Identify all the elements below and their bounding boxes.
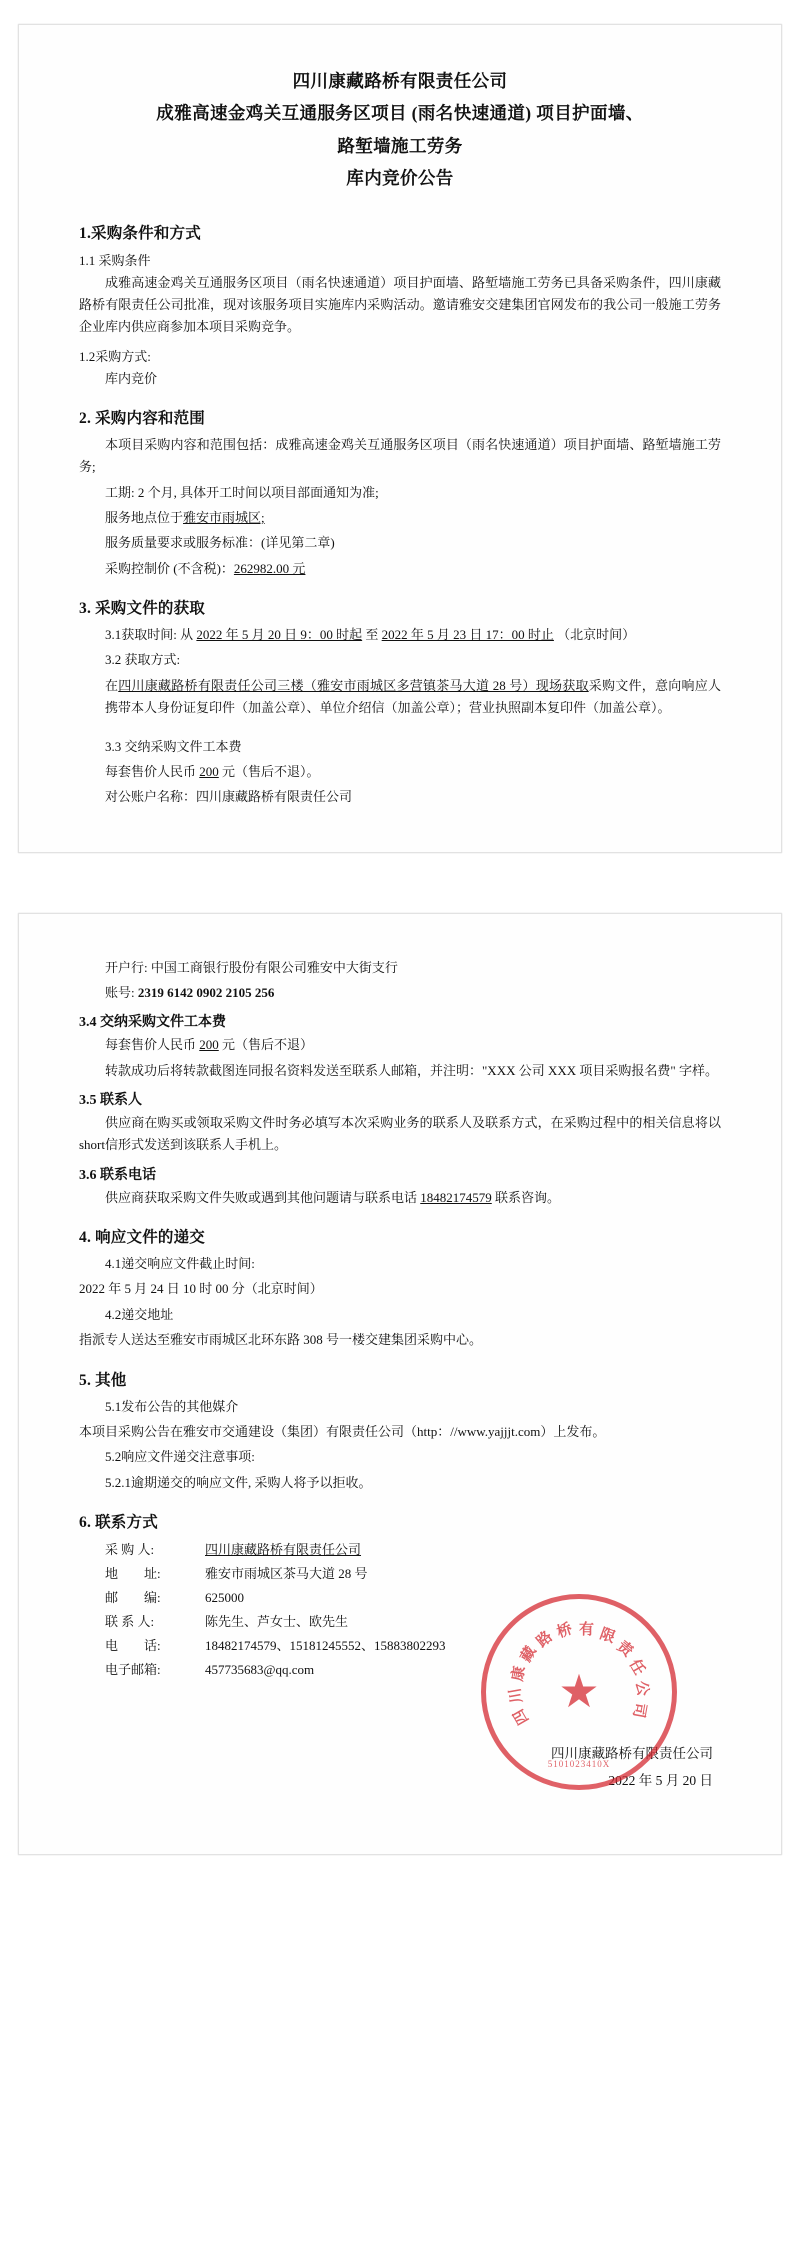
section-2-location-value: 雅安市雨城区; — [183, 510, 265, 526]
section-3-heading: 3. 采购文件的获取 — [79, 600, 206, 618]
section-3-6-heading: 3.6 联系电话 — [79, 1167, 156, 1183]
document-sheet-2 — [18, 913, 782, 1856]
contact-value-person: 陈先生、芦女士、欧先生 — [205, 1614, 349, 1630]
document-title — [79, 65, 721, 195]
section-3-6-suffix: 联系咨询。 — [495, 1189, 561, 1205]
section-3-2-text — [79, 675, 721, 720]
title-line-3: 路堑墙施工劳务 — [337, 135, 463, 156]
section-3-4-fee-suffix: 元（售后不退） — [222, 1037, 314, 1053]
section-4-heading: 4. 响应文件的递交 — [79, 1229, 206, 1247]
contact-value-phone: 18482174579、15181245552、15883802293 — [205, 1638, 446, 1654]
contact-label-postcode: 邮 编: — [105, 1590, 161, 1606]
signature-block — [79, 1740, 721, 1794]
section-5-2-heading: 5.2响应文件递交注意事项: — [105, 1449, 255, 1465]
section-1-2-text: 库内竞价 — [105, 370, 158, 386]
contact-value-purchaser: 四川康藏路桥有限责任公司 — [205, 1542, 362, 1557]
section-3-1-mid: 至 — [365, 627, 379, 643]
bank-line — [79, 957, 721, 979]
section-5-2-1-text: 5.2.1逾期递交的响应文件, 采购人将予以拒收。 — [105, 1474, 372, 1490]
section-6-heading: 6. 联系方式 — [79, 1514, 158, 1531]
document-sheet-1 — [18, 24, 782, 853]
section-1-2-heading: 1.2采购方式: — [79, 348, 151, 364]
contact-label-person: 联 系 人: — [105, 1614, 155, 1630]
title-line-1: 四川康藏路桥有限责任公司 — [292, 71, 508, 91]
section-2-quality: 服务质量要求或服务标准：(详见第二章) — [105, 535, 335, 551]
page-bottom-spacer — [0, 1855, 800, 1919]
section-3-4-account-label: 对公账户名称： — [105, 789, 197, 805]
section-3-3-suffix: 元（售后不退）。 — [222, 763, 320, 779]
contact-label-email: 电子邮箱: — [105, 1662, 161, 1678]
section-1-heading: 1.采购条件和方式 — [79, 224, 201, 242]
section-3-5-heading: 3.5 联系人 — [79, 1093, 142, 1109]
section-2-price-value: 262982.00 元 — [233, 560, 306, 576]
section-3-4-fee — [79, 1034, 721, 1056]
contact-row-address — [105, 1562, 721, 1586]
section-3-1-time — [79, 624, 721, 646]
bank-value: 中国工商银行股份有限公司雅安中大街支行 — [150, 959, 398, 975]
section-2-heading: 2. 采购内容和范围 — [79, 409, 206, 427]
section-3-3-text — [79, 761, 721, 783]
contact-row-person — [105, 1610, 721, 1634]
section-3-3-amount: 200 — [199, 763, 219, 779]
account-value: 2319 6142 0902 2105 256 — [137, 984, 275, 1000]
section-3-4-heading: 3.4 交纳采购文件工本费 — [79, 1015, 226, 1031]
contact-sep — [191, 1586, 205, 1610]
title-line-4: 库内竞价公告 — [346, 168, 454, 189]
section-3-6-text — [79, 1187, 721, 1209]
section-3-5-text: 供应商在购买或领取采购文件时务必填写本次采购业务的联系人及联系方式，在采购过程中的相关信息将以short信形式发送到该联系人手机上。 — [79, 1115, 721, 1153]
section-4-1-heading: 4.1递交响应文件截止时间: — [105, 1256, 255, 1272]
contact-value-email: 457735683@qq.com — [205, 1662, 315, 1678]
contact-row-purchaser — [105, 1538, 721, 1562]
section-2-scope: 本项目采购内容和范围包括：成雅高速金鸡关互通服务区项目（雨名快速通道）项目护面墙、路堑墙施工劳务; — [79, 436, 721, 475]
section-1-1-text: 成雅高速金鸡关互通服务区项目（雨名快速通道）项目护面墙、路堑墙施工劳务已具备采购条件，四川康藏路桥有限责任公司批准，现对该服务项目实施库内采购活动。邀请雅安交建集团官网发布的我公司一般施工劳务企业库内供应商参加本项目采购竞争。 — [79, 274, 721, 335]
section-3-2-prefix: 在 — [105, 677, 119, 693]
section-3-4-account-value: 四川康藏路桥有限责任公司 — [196, 789, 353, 805]
section-3-4-note: 转款成功后将转款截图连同报名资料发送至联系人邮箱，并注明："XXX 公司 XXX 项目采购报名费" 字样。 — [105, 1062, 718, 1078]
section-4-2-heading: 4.2递交地址 — [105, 1306, 174, 1322]
section-4-2-value: 指派专人送达至雅安市雨城区北环东路 308 号一楼交建集团采购中心。 — [79, 1332, 483, 1348]
contact-sep — [191, 1610, 205, 1634]
contact-sep — [191, 1538, 205, 1562]
section-2-price-label: 采购控制价 (不含税)： — [105, 560, 234, 576]
seal-bottom-text: 5101023410X — [547, 1759, 611, 1770]
contact-value-address: 雅安市雨城区茶马大道 28 号 — [205, 1566, 368, 1582]
contact-row-phone — [105, 1634, 721, 1658]
account-line — [79, 982, 721, 1004]
signature-date: 2022 年 5 月 20 日 — [608, 1773, 713, 1789]
signature-company: 四川康藏路桥有限责任公司 — [551, 1746, 713, 1762]
contact-label-purchaser: 采 购 人: — [105, 1542, 155, 1557]
section-3-2-suffix: 采购文件，意向响应人携带本人身份证复印件（加盖公章）、单位介绍信（加盖公章）；营业执照副本复印件（加盖公章）。 — [105, 677, 721, 716]
contact-sep — [191, 1634, 205, 1658]
section-3-1-date-end: 2022 年 5 月 23 日 17：00 时止 — [381, 627, 554, 643]
section-2-location-label: 服务地点位于 — [105, 510, 184, 526]
section-5-heading: 5. 其他 — [79, 1371, 127, 1389]
contact-row-postcode — [105, 1586, 721, 1610]
contact-sep — [191, 1658, 205, 1682]
section-3-1-prefix: 3.1获取时间: 从 — [105, 627, 194, 643]
section-5-1-text: 本项目采购公告在雅安市交通建设（集团）有限责任公司（http：//www.yajjjt.com）上发布。 — [79, 1423, 606, 1439]
section-2-location — [79, 507, 721, 529]
contact-sep — [191, 1562, 205, 1586]
section-3-3-prefix: 每套售价人民币 — [105, 763, 197, 779]
contact-table — [79, 1538, 721, 1682]
section-3-4-fee-amount: 200 — [199, 1037, 219, 1053]
section-3-4-account — [79, 786, 721, 808]
section-3-6-phone: 18482174579 — [420, 1189, 492, 1205]
title-line-2: 成雅高速金鸡关互通服务区项目 (雨名快速通道) 项目护面墙、 — [156, 103, 644, 124]
section-1-1-heading: 1.1 采购条件 — [79, 252, 151, 268]
seal-ring-text: 四 川 康 藏 路 桥 有 限 责 任 公 司 — [507, 1621, 651, 1728]
section-3-2-heading: 3.2 获取方式: — [105, 652, 181, 668]
section-5-1-heading: 5.1发布公告的其他媒介 — [105, 1398, 239, 1414]
section-3-3-heading: 3.3 交纳采购文件工本费 — [105, 738, 242, 754]
section-3-1-date-start: 2022 年 5 月 20 日 9：00 时起 — [196, 627, 363, 643]
section-4-1-value: 2022 年 5 月 24 日 10 时 00 分（北京时间） — [79, 1281, 323, 1297]
section-3-6-prefix: 供应商获取采购文件失败或遇到其他问题请与联系电话 — [105, 1189, 418, 1205]
section-3-2-address: 四川康藏路桥有限责任公司三楼（雅安市雨城区多营镇茶马大道 28 号）现场获取 — [118, 677, 589, 693]
contact-label-phone: 电 话: — [105, 1638, 161, 1654]
section-3-1-suffix: （北京时间） — [557, 627, 636, 643]
seal-star-icon: ★ — [558, 1666, 600, 1718]
contact-label-address: 地 址: — [105, 1566, 161, 1582]
section-2-duration: 工期: 2 个月, 具体开工时间以项目部面通知为准; — [105, 484, 379, 500]
contact-row-email — [105, 1658, 721, 1682]
section-3-4-fee-prefix: 每套售价人民币 — [105, 1037, 197, 1053]
contact-value-postcode: 625000 — [205, 1590, 244, 1606]
section-2-price — [79, 558, 721, 580]
bank-label: 开户行: — [105, 959, 148, 975]
account-label: 账号: — [105, 984, 135, 1000]
